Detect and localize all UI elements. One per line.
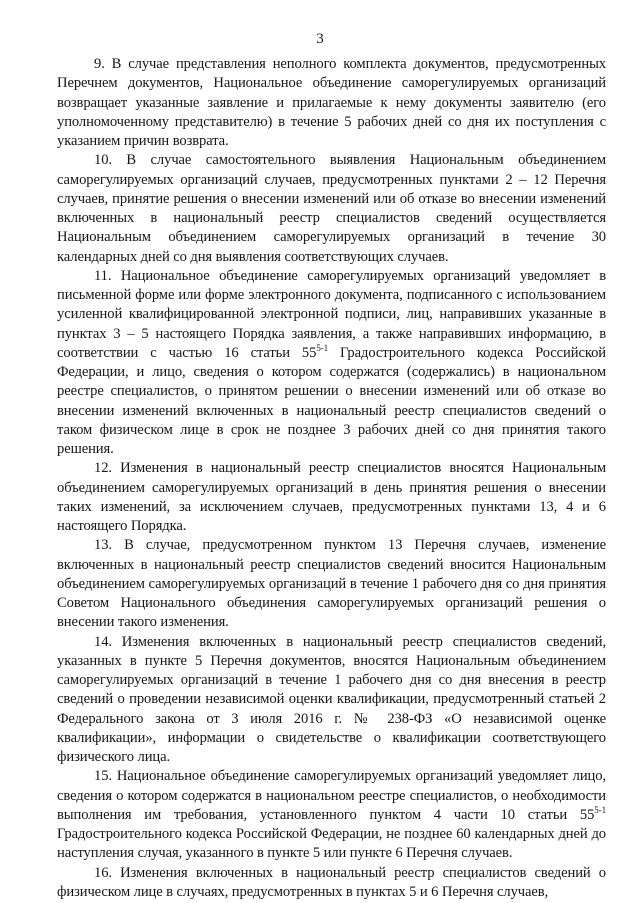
paragraph-15-text-part-2: Градостроительного кодекса Российской Федерации, не позднее 60 календарных дней до наступления случая, указанного в пункте 5 или пункте 6 Перечня случаев.	[57, 826, 606, 862]
paragraph-15	[57, 767, 606, 863]
paragraph-14: 14. Изменения включенных в национальный реестр специалистов сведений, указанных в пункте 5 Перечня документов, вносятся Национальным объединением саморегулируемых организаций в течение 1 рабочего дня со дня внесения в реестр сведений о проведении независимой оценки квалификации, предусмотренный статьей 2 Федерального закона от 3 июля 2016 г. № 238-ФЗ «О независимой оценке квалификации», информации о свидетельстве о квалификации соответствующего физического лица.	[57, 633, 606, 765]
article-superscript: 5-1	[316, 342, 329, 353]
document-body	[57, 55, 606, 902]
paragraph-13: 13. В случае, предусмотренном пунктом 13 Перечня случаев, изменение включенных в национальный реестр специалистов сведений вносится Национальным объединением саморегулируемых организаций в течение 1 рабочего дня со дня принятия Советом Национального объединения саморегулируемых организаций решения о внесении такого изменения.	[57, 537, 606, 631]
paragraph-9: 9. В случае представления неполного комплекта документов, предусмотренных Перечнем документов, Национальное объединение саморегулируемых организаций возвращает указанные заявление и прилагаемые к нему документы заявителю (его уполномоченному представителю) в течение 5 рабочих дней со дня их поступления с указанием причин возврата.	[57, 56, 606, 149]
paragraph-15-text-part-1: 15. Национальное объединение саморегулируемых организаций уведомляет лицо, сведения о котором содержатся в национальном реестре специалистов, о необходимости выполнения им требования, установленного пунктом 4 части 10 статьи 55	[57, 768, 606, 823]
paragraph-11-text-part-2: Градостроительного кодекса Российской Федерации, и лицо, сведения о котором содержатся (содержались) в национальном реестре специалистов, о принятом решении о внесении изменений или об отказе во внесении изменений включенных в национальный реестр специалистов сведений о таком физическом лице в срок не позднее 3 рабочих дней со дня принятия такого решения.	[57, 344, 607, 457]
article-superscript: 5-1	[594, 804, 606, 815]
paragraph-10: 10. В случае самостоятельного выявления Национальным объединением саморегулируемых организаций случаев, предусмотренных пунктами 2 – 12 Перечня случаев, принятие решения о внесении изменений или об отказе во внесении изменений включенных в национальный реестр специалистов сведений осуществляется Национальным объединением саморегулируемых организаций в течение 30 календарных дней со дня выявления соответствующих случаев.	[57, 152, 606, 265]
paragraph-16: 16. Изменения включенных в национальный реестр специалистов сведений о физическом лице в случаях, предусмотренных в пунктах 5 и 6 Перечня случаев,	[57, 864, 606, 900]
paragraph-11-text-part-1: 11. Национальное объединение саморегулируемых организаций уведомляет в письменной форме или форме электронного документа, подписанного с использованием усиленной квалифицированной электронной подписи, лиц, направивших указанные в пунктах 3 – 5 настоящего Порядка заявления, а также направивших информацию, в соответствии с частью 16 статьи 55	[57, 267, 606, 361]
page-number: 3	[316, 31, 324, 47]
paragraph-12: 12. Изменения в национальный реестр специалистов вносятся Национальным объединением саморегулируемых организаций в день принятия решения о внесении таких изменений, за исключением случаев, предусмотренных пунктами 13, 4 и 6 настоящего Порядка.	[57, 460, 606, 534]
paragraph-11	[57, 267, 606, 460]
